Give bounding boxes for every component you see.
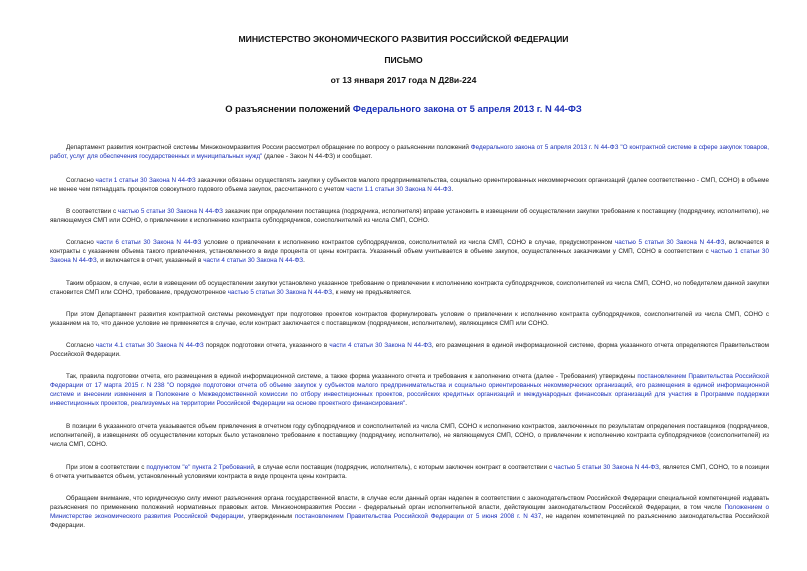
paragraph-text: . [405,400,407,408]
ministry-title: МИНИСТЕРСТВО ЭКОНОМИЧЕСКОГО РАЗВИТИЯ РОССИЙСКОЙ ФЕДЕРАЦИИ [238,34,569,44]
paragraph-text: , и включается в отчет, указанный в [96,257,204,265]
paragraph-text: , к нему не предъявляется. [332,289,412,297]
paragraph-text: Согласно [66,177,96,184]
paragraph-text: Таким образом, в случае, если в извещении об осуществлении закупки установлено указанное требование о привлечении к исполнению контракта субподрядчиков, соисполнителей из числа СМП, СОНО, но победителем данной закупки становится СМП или СОНО, требование, предусмотренное [50,280,769,297]
article-30-part-5-link[interactable]: частью 5 статьи 30 Закона N 44-ФЗ [614,239,725,246]
article-30-part-4-1-link[interactable]: части 4.1 статьи 30 Закона N 44-ФЗ [95,342,204,349]
paragraph-10 [50,463,769,481]
article-30-part-4-link[interactable]: части 4 статьи 30 Закона N 44-ФЗ [329,342,432,349]
paragraph-text: В соответствии с [66,208,119,215]
paragraph-text: Так, правила подготовки отчета, его размещения в единой информационной системе, а также форма указанного отчета и требования к заполнению отчета (далее - Требования) утверждены [66,373,638,380]
paragraph-2 [50,176,769,194]
paragraph-text: (далее - Закон N 44-ФЗ) и сообщает. [262,153,373,161]
ministry-regulation-link[interactable]: Положением о Министерстве экономического развития Российской Федерации [50,504,769,521]
paragraph-text: , включается в контракты с указанием объема такого привлечения, установленного в виде процента от цены контракта. Указанный объем учитывается в объеме закупок, осуществленных заказчиками у СМП, СОНО в соответствии с [50,239,770,256]
subject-text: О разъяснении положений [225,103,353,114]
paragraph-4 [50,238,769,265]
paragraph-9 [50,422,769,449]
paragraph-text: , является СМП, СОНО, то в позиции 6 отчета учитывается объем, установленный условиями контракта в виде процента цены контракта. [50,464,769,481]
article-30-part-6-link[interactable]: части 6 статьи 30 Закона N 44-ФЗ [96,239,202,246]
document-type: ПИСЬМО [384,55,423,65]
article-30-part-1-link[interactable]: частью 1 статьи 30 Закона N 44-ФЗ [50,248,769,265]
paragraph-1 [50,143,769,161]
paragraph-text: , в случае если поставщик (подрядчик, исполнитель), с которым заключен контракт в соответствии с [253,464,554,471]
subject-law-link[interactable]: Федерального закона от 5 апреля 2013 г. N 44-ФЗ [352,103,582,114]
paragraph-text: Согласно [66,342,96,349]
paragraph-text: В позиции 6 указанного отчета указывается объем привлечения в отчетном году субподрядчиков и соисполнителей из числа СМП, СОНО к исполнению контрактов, заключенных по результатам определения поставщиков (подрядчиков, исполнителей), в извещениях об осуществлении которых было установлено требование к поставщику (подрядчику, исполнителю), не являющемуся СМП, СОНО, о привлечении к исполнению контракта субподрядчиков (соисполнителей) из числа СМП, СОНО. [50,423,769,449]
article-30-part-5-link[interactable]: частью 5 статьи 30 Закона N 44-ФЗ [118,208,224,215]
paragraph-text: При этом в соответствии с [66,464,147,471]
paragraph-text: Департамент развития контрактной системы Минэкономразвития России рассмотрел обращение по вопросу о разъяснении положений [66,144,471,151]
paragraph-text: порядок подготовки отчета, указанного в [203,342,330,349]
document-subject [0,103,807,114]
paragraph-text: , утвержденным [243,513,295,521]
law-44fz-link[interactable]: Федерального закона от 5 апреля 2013 г. N 44-ФЗ "О контрактной системе в сфере закупок товаров, работ, услуг для обеспечения государственных и муниципальных нужд" [50,144,769,161]
article-30-part-1-link[interactable]: части 1 статьи 30 Закона N 44-ФЗ [95,177,196,184]
resolution-238-link[interactable]: постановлением Правительства Российской Федерации от 17 марта 2015 г. N 238 "О порядке подготовки отчета об объеме закупок у субъектов малого предпринимательства и социально ориентированных некоммерческих организаций, его размещения в единой информационной системе и внесении изменения в Положение о Межведомственной комиссии по отбору инвестиционных проектов, российских кредитных организаций и международных финансовых организаций для участия в Программе поддержки инвестиционных проектов, реализуемых на территории Российской Федерации на основе проектного финансирования" [50,373,769,408]
paragraph-text: Обращаем внимание, что юридическую силу имеют разъяснения органа государственной власти, в случае если данный орган наделен в соответствии с законодательством Российской Федерации специальной компетенцией издавать разъяснения по применению положений нормативных правовых актов. Минэкономразвития России - федеральный орган исполнительной власти, действующим законодательством Российской Федерации, в том числе [50,495,769,512]
article-30-part-5-link[interactable]: частью 5 статьи 30 Закона N 44-ФЗ [227,289,333,297]
article-30-part-1-1-link[interactable]: части 1.1 статьи 30 Закона N 44-ФЗ [346,186,452,194]
paragraph-text: . [303,257,305,265]
paragraph-text: При этом Департамент развития контрактной системы рекомендует при подготовке проектов контрактов формулировать условие о привлечении к исполнению контракта субподрядчиков, соисполнителей из числа СМП, СОНО с указанием на то, что данное условие не применяется в случае, если контракт заключается с поставщиком (подрядчиком, исполнителем), являющимся СМП или СОНО. [50,311,769,328]
requirements-item-2e-link[interactable]: подпунктом "е" пункта 2 Требований [146,464,254,471]
paragraph-6 [50,310,769,328]
paragraph-text: условие о привлечении к исполнению контрактов субподрядчиков, соисполнителей из числа СМП, СОНО в случае, предусмотренном [201,239,615,246]
paragraph-3 [50,207,769,225]
article-30-part-5-link[interactable]: частью 5 статьи 30 Закона N 44-ФЗ [554,464,659,471]
paragraph-text: заказчики обязаны осуществлять закупки у субъектов малого предпринимательства, социально ориентированных некоммерческих организаций (далее соответственно - СМП, СОНО) в объеме не менее чем пятнадцать процентов совокупного годового объема закупок, рассчитанного с учетом [50,177,769,194]
paragraph-text: , его размещения в единой информационной системе, форма указанного отчета определяются Правительством Российской Федерации. [50,342,769,359]
paragraph-text: . [451,186,454,194]
paragraph-text: , не наделен компетенцией по разъяснению законодательства Российской Федерации. [50,513,770,530]
paragraph-7 [50,341,769,359]
paragraph-5 [50,279,769,297]
paragraph-11 [50,494,769,530]
article-30-part-4-link[interactable]: части 4 статьи 30 Закона N 44-ФЗ [203,257,304,265]
resolution-437-link[interactable]: постановлением Правительства Российской Федерации от 5 июня 2008 г. N 437 [294,513,542,521]
paragraph-text: Согласно [66,239,97,246]
paragraph-8 [50,372,769,408]
paragraph-text: заказчик при определении поставщика (подрядчика, исполнителя) вправе установить в извещении об осуществлении закупки требование к поставщику (подрядчику, исполнителю), не являющемуся СМП или СОНО, о привлечении к исполнению контракта субподрядчиков, соисполнителей из числа СМП, СОНО. [50,208,770,225]
document-date-number: от 13 января 2017 года N Д28и-224 [330,75,477,85]
